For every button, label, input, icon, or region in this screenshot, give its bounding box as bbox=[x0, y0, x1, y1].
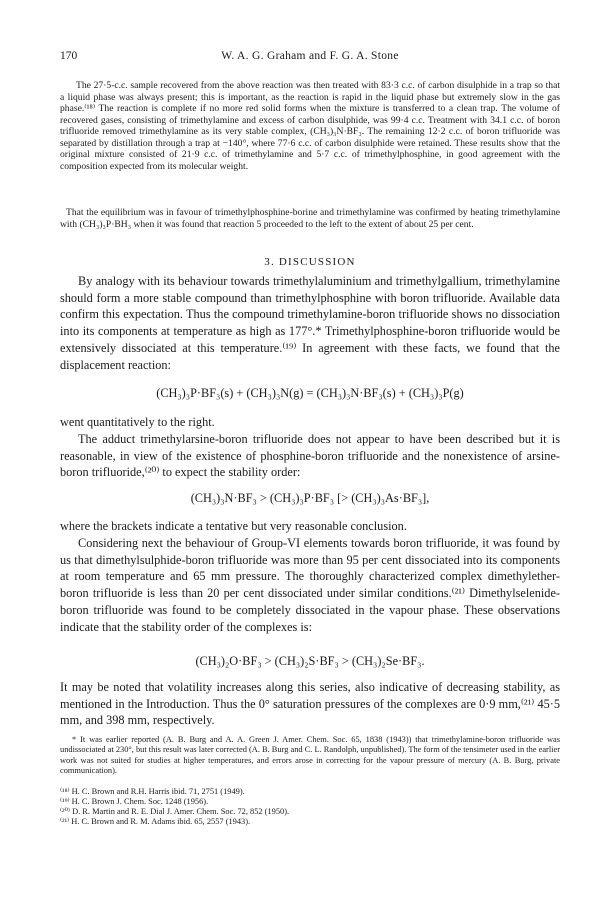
discussion-paragraph-3: where the brackets indicate a tentative but very reasonable conclusion. bbox=[60, 519, 407, 533]
page-header bbox=[60, 50, 560, 68]
reference-18: ⁽¹⁸⁾ H. C. Brown and R.H. Harris ibid. 71, 2751 (1949). bbox=[60, 787, 245, 796]
equation-stability-order: (CH₃)₃N·BF₃ > (CH₃)₃P·BF₃ [> (CH₃)₃As·BF₃], bbox=[190, 491, 430, 505]
reference-19: ⁽¹⁹⁾ H. C. Brown J. Chem. Soc. 1248 (1956). bbox=[60, 797, 209, 806]
footnote-star: * It was earlier reported (A. B. Burg and A. A. Green J. Amer. Chem. Soc. 65, 1838 (1943)) that trimethylamine-boron trifluoride was undissociated at 230°, but this result was later corrected (A. B. Burg and C. L. Randolph, unpublished). The form of the tensimeter used in the earlier work was not suited for studies at higher temperatures, and errors arose in correcting for the vapour pressure of mercury (A. B. Burg, private communication). bbox=[60, 735, 560, 776]
equation-group-vi-order: (CH₃)₂O·BF₃ > (CH₃)₂S·BF₃ > (CH₃)₂Se·BF₃. bbox=[195, 654, 425, 668]
discussion-paragraph-5: It may be noted that volatility increases along this series, also indicative of decreasing stability, as mentioned in the Introduction. Thus the 0° saturation pressures of the complexes are 0·9 mm,⁽²¹⁾ 45·5 mm, and 398 mm, respectively. bbox=[60, 680, 560, 728]
reference-21: ⁽²¹⁾ H. C. Brown and R. M. Adams ibid. 65, 2557 (1943). bbox=[60, 817, 251, 826]
reference-20: ⁽²⁰⁾ D. R. Martin and R. E. Dial J. Amer. Chem. Soc. 72, 852 (1950). bbox=[60, 807, 290, 816]
discussion-paragraph-1: By analogy with its behaviour towards trimethylaluminium and trimethylgallium, trimethylamine should form a more stable compound than trimethylphosphine with boron trifluoride. Available data confirm this expectation. Thus the compound trimethylamine-boron trifluoride shows no dissociation into its components at temperature as high as 177°.* Trimethylphosphine-boron trifluoride would be extensively dissociated at this temperature.⁽¹⁹⁾ In agreement with these facts, we found that the displacement reaction: bbox=[60, 274, 560, 372]
discussion-paragraph-2a: went quantitatively to the right. bbox=[60, 415, 215, 429]
running-title: W. A. G. Graham and F. G. A. Stone bbox=[221, 50, 399, 62]
experimental-paragraph-2: That the equilibrium was in favour of trimethylphosphine-borine and trimethylamine was confirmed by heating trimethylamine with (CH₃)₃P·BH₃ when it was found that reaction 5 proceeded to the left to the extent of about 25 per cent. bbox=[60, 207, 560, 230]
discussion-paragraph-4: Considering next the behaviour of Group-VI elements towards boron trifluoride, it was found by us that dimethylsulphide-boron trifluoride was more than 95 per cent dissociated into its components at room temperature and 65 mm pressure. The thoroughly characterized complex dimethylether-boron trifluoride is less than 20 per cent dissociated under similar conditions.⁽²¹⁾ Dimethylselenide-boron trifluoride was found to be completely dissociated in the vapour phase. These observations indicate that the stability order of the complexes is: bbox=[60, 536, 560, 634]
section-heading: 3. DISCUSSION bbox=[264, 256, 356, 268]
page-number: 170 bbox=[60, 50, 78, 62]
discussion-paragraph-2b: The adduct trimethylarsine-boron trifluoride does not appear to have been described but it is reasonable, in view of the existence of phosphine-boron trifluoride and the nonexistence of arsine-boron trifluoride,⁽²⁰⁾ to expect the stability order: bbox=[60, 432, 560, 480]
equation-displacement: (CH₃)₃P·BF₃(s) + (CH₃)₃N(g) = (CH₃)₃N·BF₃(s) + (CH₃)₃P(g) bbox=[156, 386, 464, 400]
experimental-paragraph-1: The 27·5-c.c. sample recovered from the above reaction was then treated with 83·3 c.c. of carbon disulphide in a trap so that a liquid phase was always present; this is important, as the reaction is rapid in the liquid phase but extremely slow in the gas phase.⁽¹⁸⁾ The reaction is complete if no more red solid forms when the mixture is transferred to a clean trap. The volume of recovered gases, consisting of trimethylamine and excess of carbon disulphide, was 99·4 c.c. Treatment with 34.1 c.c. of boron trifluoride removed trimethylamine as its very stable complex, (CH₃)₃N·BF₃. The remaining 12·2 c.c. of boron trifluoride was separated by distillation through a trap at −140°, where 77·6 c.c. of carbon disulphide were retained. These results show that the original mixture consisted of 21·9 c.c. of trimethylamine and 5·7 c.c. of trimethylphosphine, in good agreement with the composition expected from its molecular weight. bbox=[60, 80, 560, 172]
